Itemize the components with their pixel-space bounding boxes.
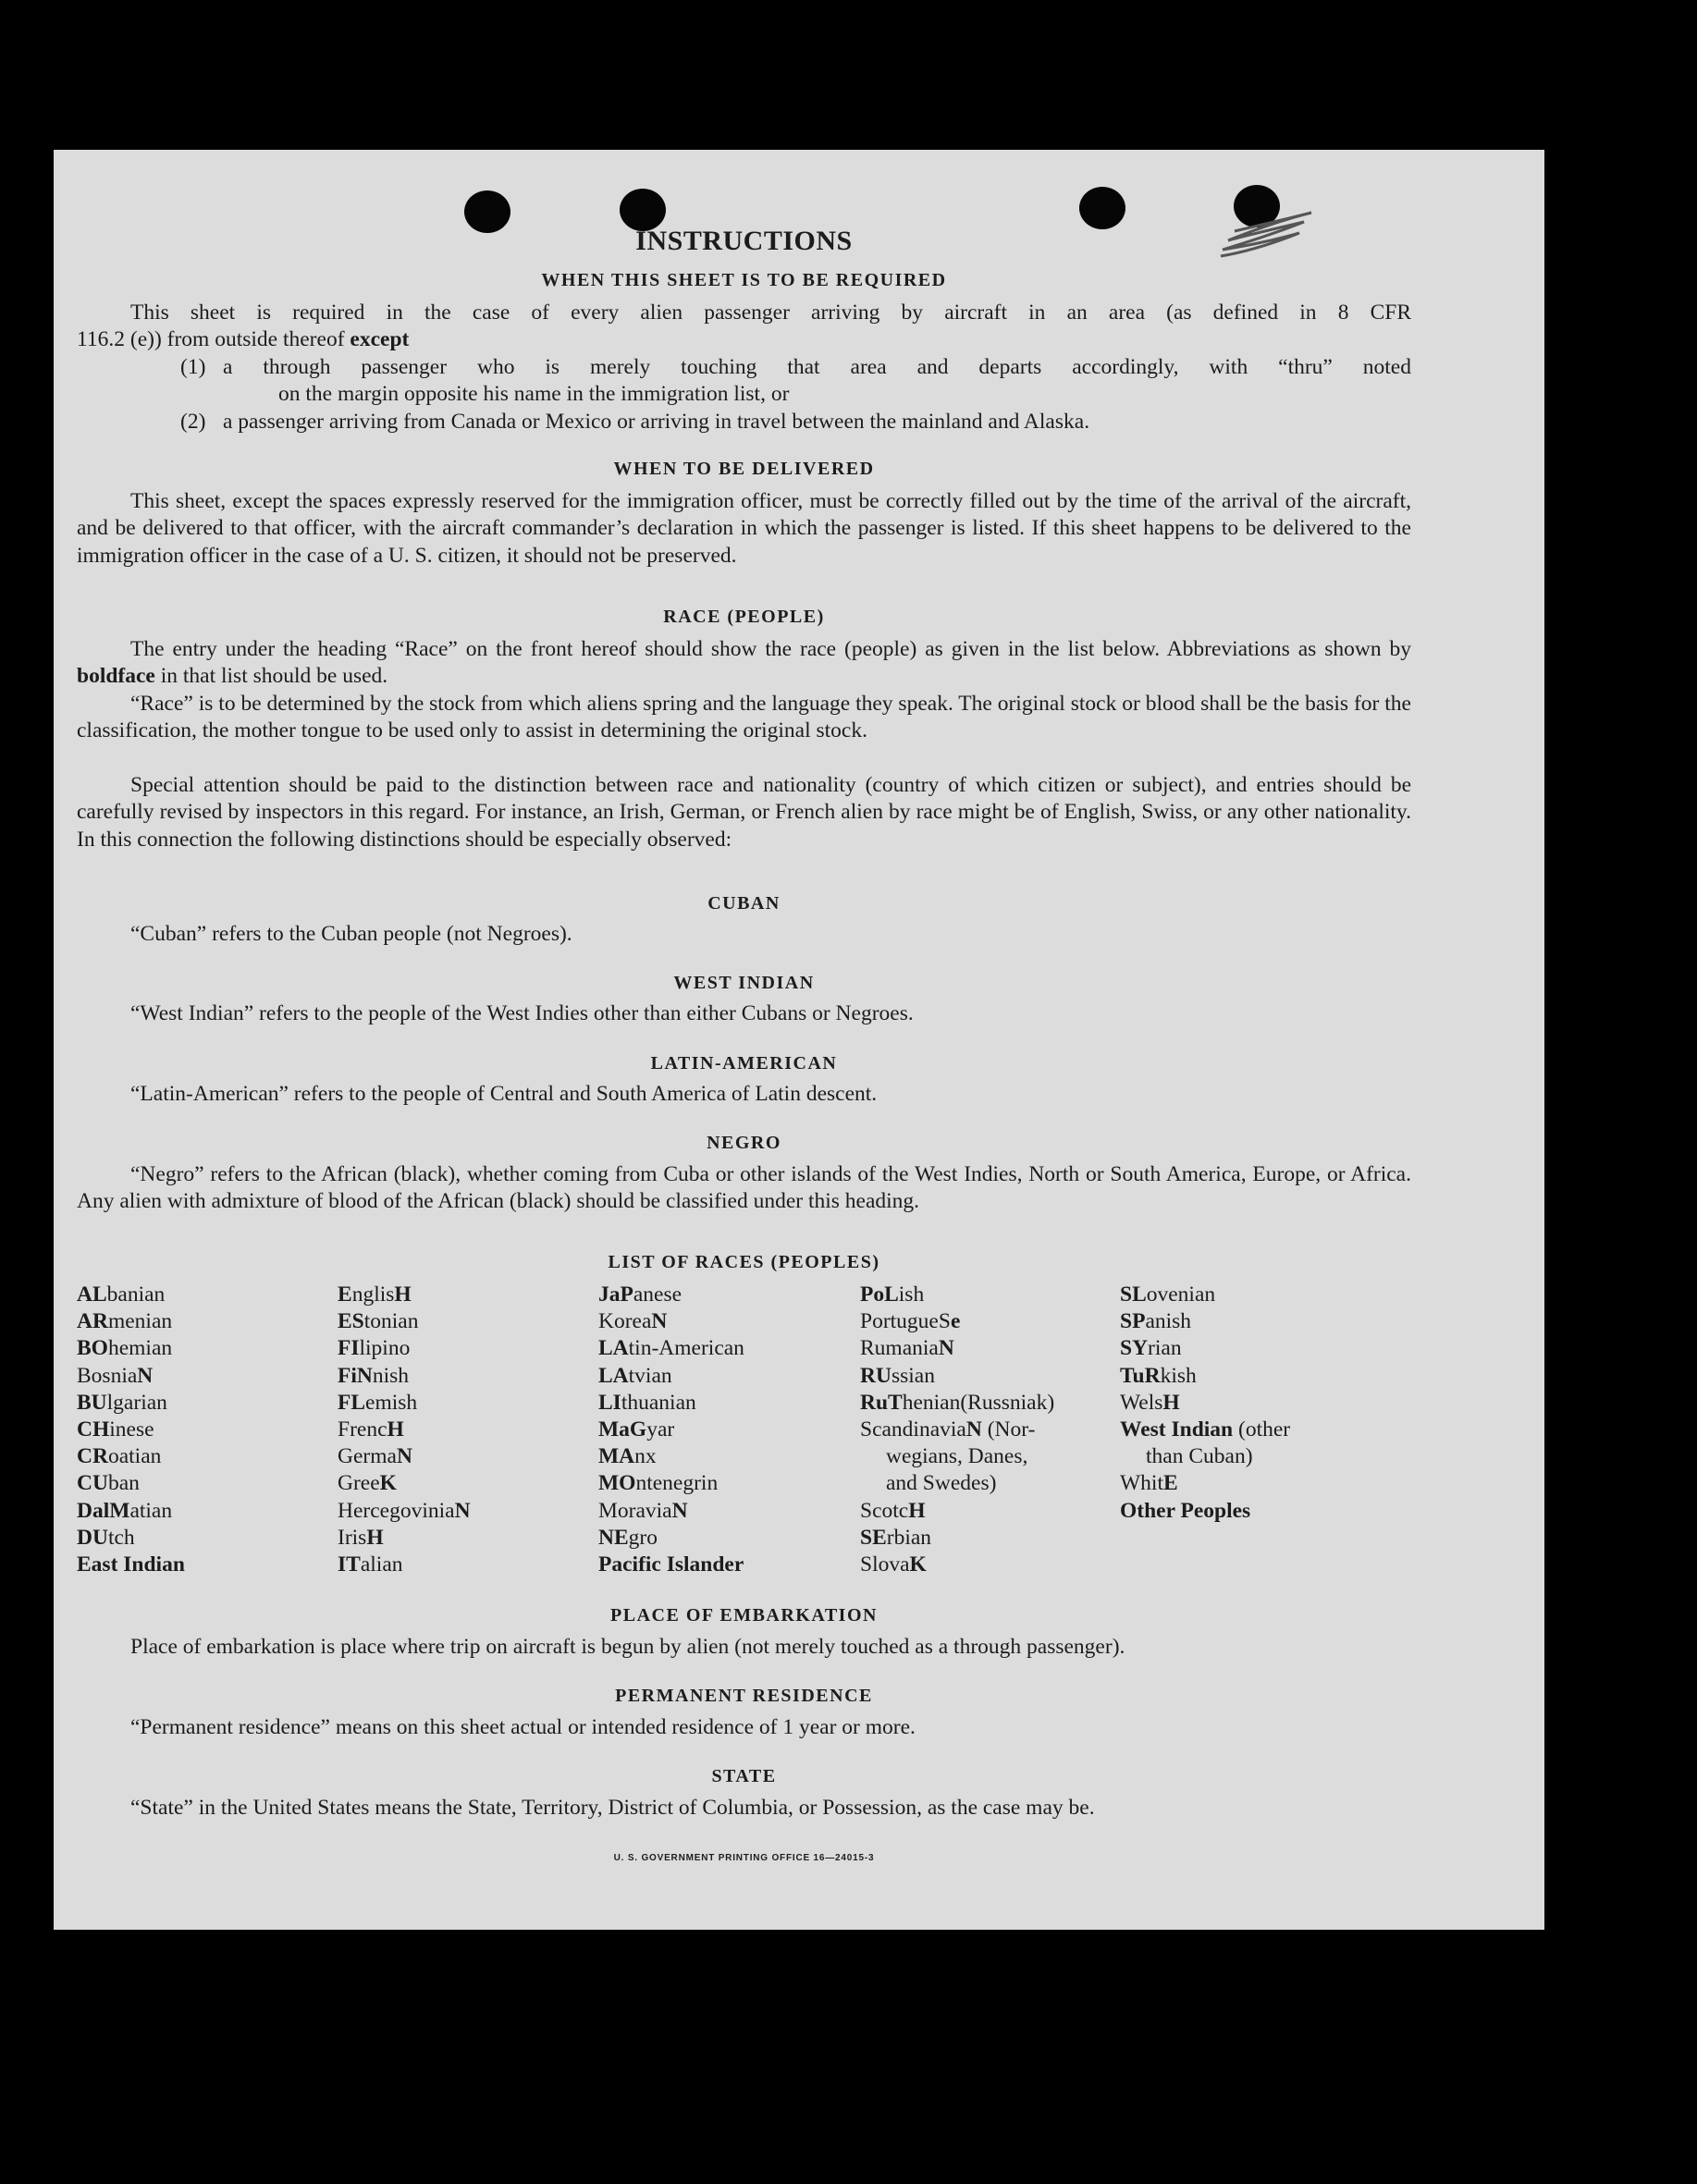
race-list-item: WhitE xyxy=(1120,1471,1178,1496)
race-list-item: EStonian xyxy=(338,1309,419,1334)
race-list-item: LAtvian xyxy=(598,1363,672,1388)
race-list-item: GreeK xyxy=(338,1471,397,1496)
exception-item-1-cont: on the margin opposite his name in the immigration list, or xyxy=(278,382,790,406)
race-list-item: FrencH xyxy=(338,1417,404,1442)
race-list-item: ALbanian xyxy=(77,1282,166,1307)
race-list-item: BOhemian xyxy=(77,1336,173,1361)
section-heading-required: WHEN THIS SHEET IS TO BE REQUIRED xyxy=(541,270,947,290)
race-list-item: ARmenian xyxy=(77,1309,173,1334)
permanent-residence-text: “Permanent residence” means on this sheet actual or intended residence of 1 year or more. xyxy=(130,1715,916,1739)
delivered-text: This sheet, except the spaces expressly reserved for the immigration officer, must be correctly filled out by the time of the arrival of the aircraft, and be delivered to that officer, with the aircraft commander’s declaration in which the passenger is listed. If this sheet happens to be delivered to the immigration officer in the case of a U. S. citizen, it should not be preserved. xyxy=(77,489,1411,568)
page-title: INSTRUCTIONS xyxy=(635,226,853,256)
section-heading-race: RACE (PEOPLE) xyxy=(663,607,825,627)
section-heading-delivered: WHEN TO BE DELIVERED xyxy=(613,459,875,479)
race-list-item: MoraviaN xyxy=(598,1498,688,1523)
race-list-item: Pacific Islander xyxy=(598,1552,744,1577)
required-text-line1: This sheet is required in the case of every alien passenger arriving by aircraft in an area (as defined in 8 CFR xyxy=(130,301,1411,325)
races-column-1 xyxy=(77,1282,185,1578)
races-column-3 xyxy=(598,1282,744,1578)
race-list-item: ITalian xyxy=(338,1552,403,1577)
state-text: “State” in the United States means the State, Territory, District of Columbia, or Possession, as the case may be. xyxy=(130,1796,1095,1820)
race-list-item: SLovenian xyxy=(1120,1282,1216,1307)
race-list-item: CHinese xyxy=(77,1417,154,1442)
section-heading-latin-american: LATIN-AMERICAN xyxy=(650,1053,838,1074)
race-list-item: than Cuban) xyxy=(1146,1444,1253,1469)
race-list-item: BosniaN xyxy=(77,1363,154,1388)
race-list-item: LIthuanian xyxy=(598,1390,696,1415)
races-column-2 xyxy=(338,1282,471,1578)
race-list-item: PoLish xyxy=(860,1282,925,1307)
punch-hole xyxy=(1079,187,1125,229)
race-list-item: wegians, Danes, xyxy=(886,1444,1028,1469)
required-text-line2: 116.2 (e)) from outside thereof except xyxy=(77,327,410,351)
race-list-item: HercegoviniaN xyxy=(338,1498,471,1523)
race-list-item: FLemish xyxy=(338,1390,418,1415)
negro-text: “Negro” refers to the African (black), whether coming from Cuba or other islands of the West Indies, North or South America, Europe, or Africa. Any alien with admixture of blood of the African (black) should be classified under this heading. xyxy=(77,1162,1411,1214)
section-heading-west-indian: WEST INDIAN xyxy=(673,973,815,993)
section-heading-cuban: CUBAN xyxy=(707,893,781,914)
races-column-4 xyxy=(860,1282,1054,1578)
instruction-sheet xyxy=(54,150,1544,1930)
race-list-item: East Indian xyxy=(77,1552,185,1577)
race-list-item: FiNnish xyxy=(338,1363,410,1388)
section-heading-negro: NEGRO xyxy=(707,1133,781,1153)
race-list-item: MOntenegrin xyxy=(598,1471,719,1496)
race-list-item: IrisH xyxy=(338,1525,384,1550)
embarkation-text: Place of embarkation is place where trip on aircraft is begun by alien (not merely touched as a through passenger). xyxy=(130,1635,1125,1659)
race-list-item: DUtch xyxy=(77,1525,135,1550)
race-list-item: CRoatian xyxy=(77,1444,162,1469)
race-list-item: LAtin-American xyxy=(598,1336,744,1361)
race-list-item: NEgro xyxy=(598,1525,658,1550)
west-indian-text: “West Indian” refers to the people of the West Indies other than either Cubans or Negroes. xyxy=(130,1001,914,1025)
race-list-item: DalMatian xyxy=(77,1498,173,1523)
race-list-item: ScandinaviaN (Nor- xyxy=(860,1417,1036,1442)
race-list-item: GermaN xyxy=(338,1444,412,1469)
cuban-text: “Cuban” refers to the Cuban people (not Negroes). xyxy=(130,922,572,946)
race-list-item: ScotcH xyxy=(860,1498,926,1523)
race-list-item: MaGyar xyxy=(598,1417,675,1442)
exception-item-2: (2) a passenger arriving from Canada or Mexico or arriving in travel between the mainland and Alaska. xyxy=(180,410,1090,434)
race-list-item: FIlipino xyxy=(338,1336,411,1361)
section-heading-embarkation: PLACE OF EMBARKATION xyxy=(610,1605,878,1626)
race-list-item: SPanish xyxy=(1120,1309,1192,1334)
race-list-item: EnglisH xyxy=(338,1282,412,1307)
race-list-item: WelsH xyxy=(1120,1390,1180,1415)
printing-office-footer: U. S. GOVERNMENT PRINTING OFFICE 16—24015-3 xyxy=(613,1853,875,1863)
race-list-item: CUban xyxy=(77,1471,140,1496)
race-list-item: BUlgarian xyxy=(77,1390,167,1415)
exception-item-1: (1) a through passenger who is merely touching that area and departs accordingly, with “thru” noted xyxy=(180,355,1411,379)
latin-american-text: “Latin-American” refers to the people of Central and South America of Latin descent. xyxy=(130,1082,878,1106)
race-list-item: JaPanese xyxy=(598,1282,682,1307)
race-list-item: KoreaN xyxy=(598,1309,668,1334)
race-paragraph-2: “Race” is to be determined by the stock from which aliens spring and the language they speak. The original stock or blood shall be the basis for the classification, the mother tongue to be used only to assist in determining the original stock. xyxy=(77,692,1411,743)
section-heading-list-of-races: LIST OF RACES (PEOPLES) xyxy=(608,1252,880,1272)
race-list-item: SErbian xyxy=(860,1525,932,1550)
race-paragraph-1: The entry under the heading “Race” on the front hereof should show the race (people) as given in the list below. Abbreviations as shown by boldface in that list should be used. xyxy=(77,637,1411,689)
race-list-item: RuThenian(Russniak) xyxy=(860,1390,1055,1415)
race-list-item: PortugueSe xyxy=(860,1309,961,1334)
section-heading-state: STATE xyxy=(711,1766,777,1786)
race-list-item: SYrian xyxy=(1120,1336,1182,1361)
race-list-item: RUssian xyxy=(860,1363,935,1388)
race-list-item: Other Peoples xyxy=(1120,1498,1251,1523)
race-list-item: MAnx xyxy=(598,1444,657,1469)
race-list-item: SlovaK xyxy=(860,1552,927,1577)
race-paragraph-3: Special attention should be paid to the distinction between race and nationality (country of which citizen or subject), and entries should be carefully revised by inspectors in this regard. For instance, an Irish, German, or French alien by race might be of English, Swiss, or any other nationality. In this connection the following distinctions should be especially observed: xyxy=(77,773,1411,852)
race-list-item: TuRkish xyxy=(1120,1363,1197,1388)
race-list-item: RumaniaN xyxy=(860,1336,954,1361)
races-column-5 xyxy=(1120,1282,1397,1525)
section-heading-permanent-residence: PERMANENT RESIDENCE xyxy=(615,1686,873,1706)
race-list-item: West Indian (other xyxy=(1120,1417,1291,1442)
race-list-item: and Swedes) xyxy=(886,1471,997,1496)
